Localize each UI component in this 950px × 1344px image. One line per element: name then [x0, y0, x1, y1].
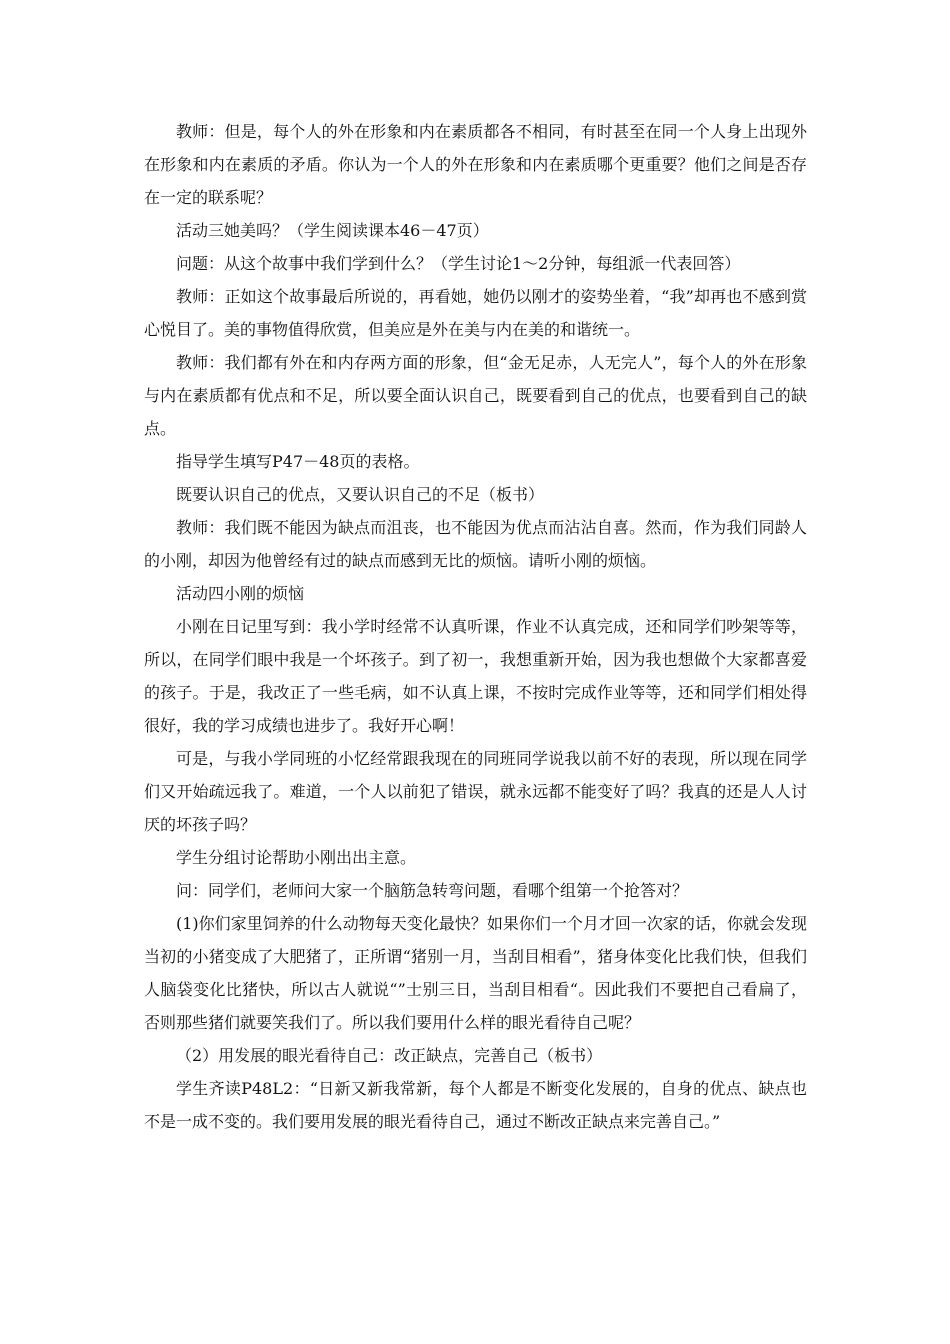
paragraph-item-two: （2）用发展的眼光看待自己：改正缺点，完善自己（板书）: [176, 1046, 603, 1065]
paragraph-diary-continued: 可是，与我小学同班的小忆经常跟我现在的同班同学说我以前不好的表现，所以现在同学们又开始疏远我了。难道，一个人以前犯了错误，就永远都不能变好了吗？我真的还是人人讨厌的坏孩子吗？: [144, 749, 807, 834]
paragraph-activity-three: 活动三她美吗？（学生阅读课本46－47页）: [176, 221, 489, 240]
paragraph-reading: 学生齐读P48L2：“日新又新我常新，每个人都是不断变化发展的，自身的优点、缺点也不是一成不变的。我们要用发展的眼光看待自己，通过不断改正缺点来完善自己。”: [144, 1079, 807, 1131]
paragraph-question: 问题：从这个故事中我们学到什么？（学生讨论1～2分钟，每组派一代表回答）: [176, 254, 741, 273]
paragraph-diary: 小刚在日记里写到：我小学时经常不认真听课，作业不认真完成，还和同学们吵架等等，所以，在同学们眼中我是一个坏孩子。到了初一，我想重新开始，因为我也想做个大家都喜爱的孩子。于是，我改正了一些毛病，如不认真上课，不按时完成作业等等，还和同学们相处得很好，我的学习成绩也进步了。我好开心啊！: [144, 617, 807, 735]
paragraph-teacher-xiaogang: 教师：我们既不能因为缺点而沮丧，也不能因为优点而沾沾自喜。然而，作为我们同龄人的小刚，却因为他曾经有过的缺点而感到无比的烦恼。请听小刚的烦恼。: [144, 518, 807, 570]
paragraph-teacher-self-knowledge: 教师：我们都有外在和内存两方面的形象，但“金无足赤，人无完人”，每个人的外在形象与内在素质都有优点和不足，所以要全面认识自己，既要看到自己的优点，也要看到自己的缺点。: [144, 353, 807, 438]
paragraph-item-one: (1)你们家里饲养的什么动物每天变化最快？如果你们一个月才回一次家的话，你就会发现当初的小猪变成了大肥猪了，正所谓“猪别一月，当刮目相看”，猪身体变化比我们快，但我们人脑袋变化比猪快，所以古人就说“”士别三日，当刮目相看“。因此我们不要把自己看扁了，否则那些猪们就要笑我们了。所以我们要用什么样的眼光看待自己呢？: [144, 914, 807, 1032]
document-body: [144, 115, 807, 1138]
paragraph-blackboard-one: 既要认识自己的优点，又要认识自己的不足（板书）: [176, 485, 545, 504]
paragraph-teacher-story: 教师：正如这个故事最后所说的，再看她，她仍以刚才的姿势坐着，“我”却再也不感到赏心悦目了。美的事物值得欣赏，但美应是外在美与内在美的和谐统一。: [144, 287, 807, 339]
paragraph-table-guide: 指导学生填写P47－48页的表格。: [176, 452, 420, 471]
paragraph-brain-teaser: 问：同学们，老师问大家一个脑筋急转弯问题，看哪个组第一个抢答对？: [176, 881, 689, 900]
paragraph-teacher-question: 教师：但是，每个人的外在形象和内在素质都各不相同，有时甚至在同一个人身上出现外在形象和内在素质的矛盾。你认为一个人的外在形象和内在素质哪个更重要？他们之间是否存在一定的联系呢？: [144, 122, 807, 207]
paragraph-activity-four: 活动四小刚的烦恼: [176, 584, 305, 603]
paragraph-group-discussion: 学生分组讨论帮助小刚出出主意。: [176, 848, 417, 867]
